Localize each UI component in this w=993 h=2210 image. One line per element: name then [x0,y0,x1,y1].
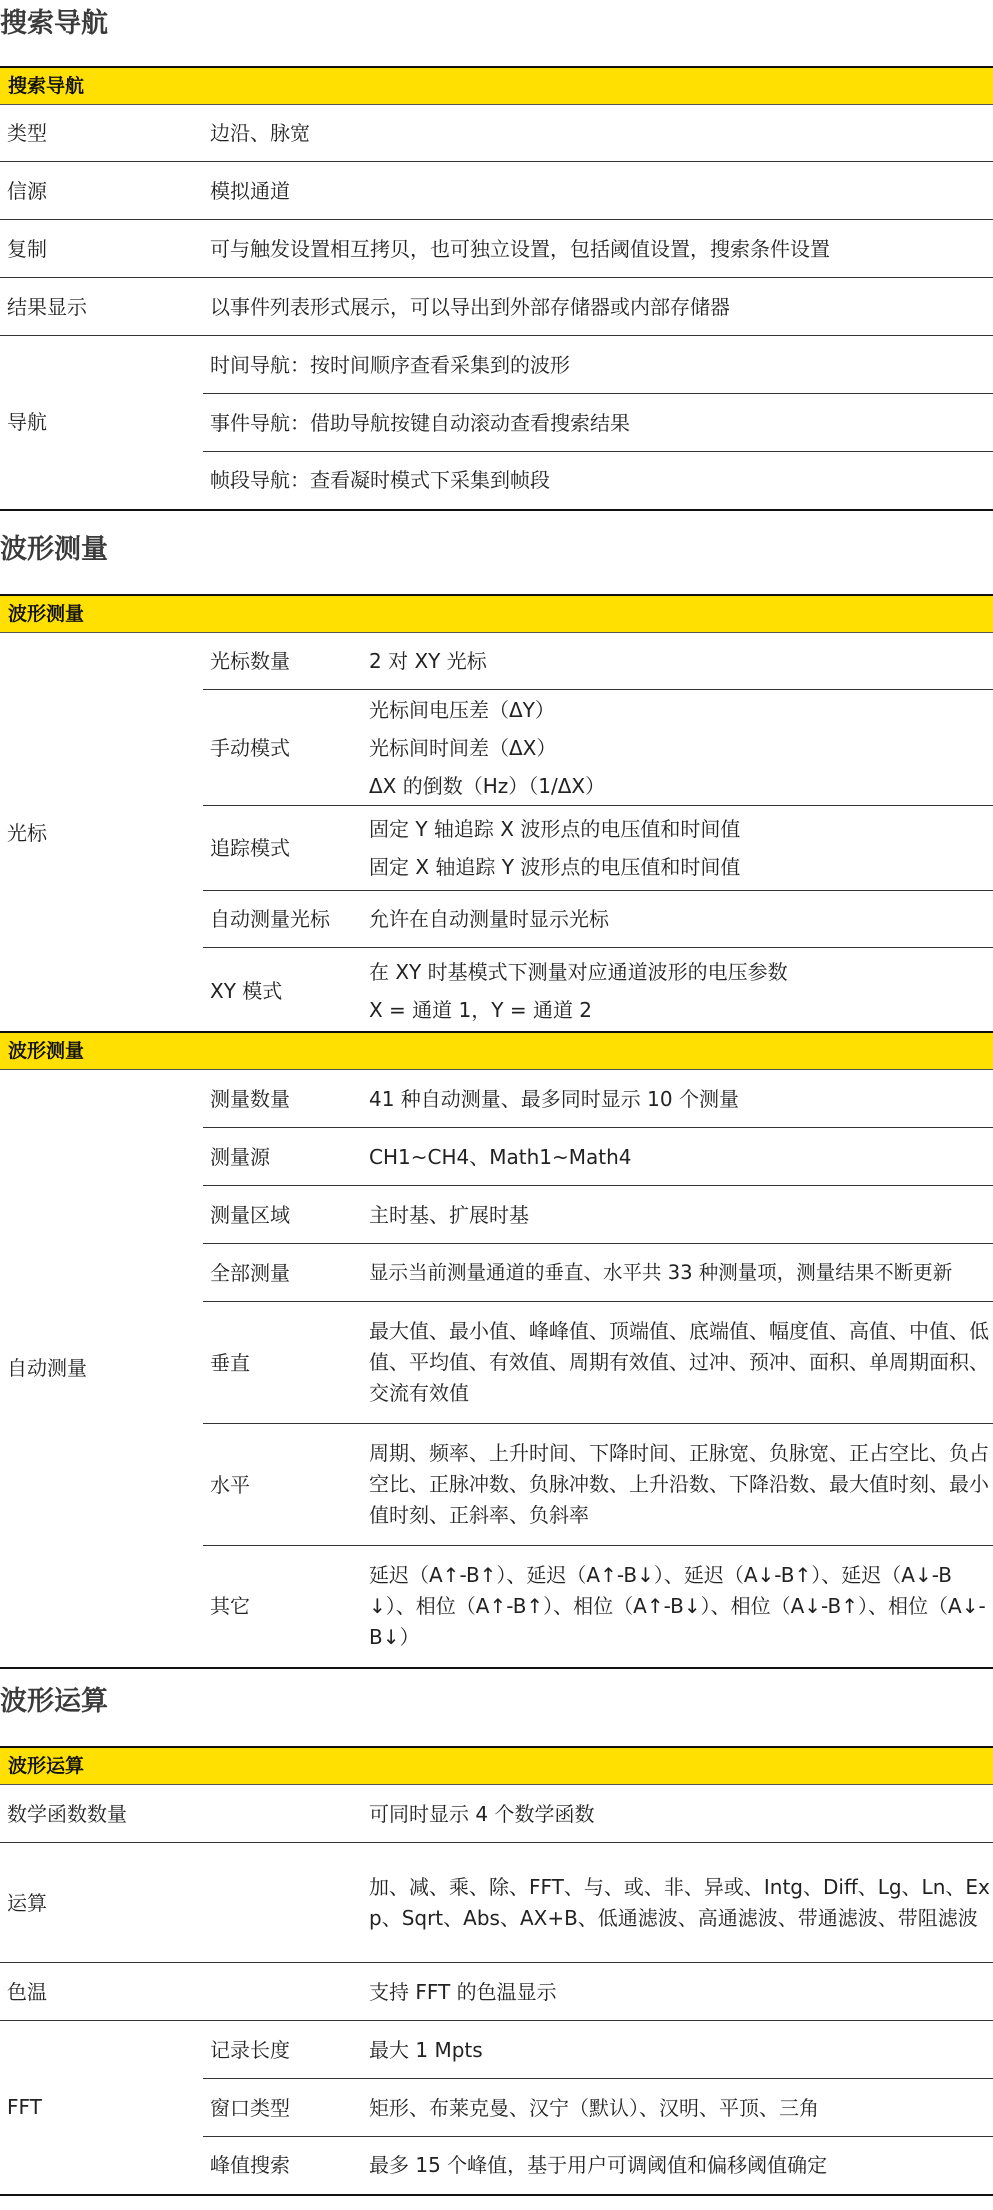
row-label: 光标 [7,821,47,846]
row-value: 41 种自动测量、最多同时显示 10 个测量 [362,1070,993,1128]
row-value: 可同时显示 4 个数学函数 [362,1785,993,1843]
value-line: 在 XY 时基模式下测量对应通道波形的电压参数 [369,959,788,984]
row-label: 类型 [0,105,203,162]
cursor-table [0,594,993,1034]
math-table [0,1746,993,2196]
value-line: 固定 Y 轴追踪 X 波形点的电压值和时间值 [369,817,741,841]
row-label: 色温 [0,1963,362,2021]
row-value: 事件导航：借助导航按键自动滚动查看搜索结果 [203,394,993,452]
sub-label: 窗口类型 [203,2079,362,2137]
sub-label: 手动模式 [203,690,362,806]
row-value: 允许在自动测量时显示光标 [362,891,993,948]
row-value [362,690,993,806]
row-value: 最多 15 个峰值，基于用户可调阈值和偏移阈值确定 [362,2137,993,2195]
section-title-search: 搜索导航 [0,8,108,39]
table-header: 波形运算 [0,1747,993,1785]
row-value: 主时基、扩展时基 [362,1186,993,1244]
row-value: 2 对 XY 光标 [362,633,993,690]
table-header: 波形测量 [0,1032,993,1070]
row-label: 自动测量 [0,1070,203,1668]
row-value: 延迟（A↑-B↑）、延迟（A↑-B↓）、延迟（A↓-B↑）、延迟（A↓-B↓）、相位（A↑-B↑）、相位（A↑-B↓）、相位（A↓-B↑）、相位（A↓-B↓） [362,1546,993,1668]
value-line: ΔX 的倒数（Hz）（1/ΔX） [369,773,606,798]
row-label: 运算 [0,1843,362,1963]
row-label: 导航 [0,336,203,510]
sub-label: 自动测量光标 [203,891,362,948]
row-label: FFT [0,2021,203,2195]
value-line: 光标间时间差（ΔX） [369,735,557,760]
value-line: X = 通道 1，Y = 通道 2 [369,997,593,1022]
row-value [362,948,993,1034]
row-value: 模拟通道 [203,162,993,220]
sub-label: 记录长度 [203,2021,362,2079]
row-value: 以事件列表形式展示，可以导出到外部存储器或内部存储器 [203,278,993,336]
row-label: 信源 [0,162,203,220]
section-title-measure: 波形测量 [0,534,108,565]
row-value: 边沿、脉宽 [203,105,993,162]
row-value [362,806,993,891]
row-label: 数学函数数量 [0,1785,362,1843]
sub-label: 测量数量 [203,1070,362,1128]
sub-label: 测量区域 [203,1186,362,1244]
value-line: 光标间电压差（ΔY） [369,697,555,722]
sub-label: 全部测量 [203,1244,362,1302]
search-table [0,66,993,511]
sub-label: 水平 [203,1424,362,1546]
row-value: 周期、频率、上升时间、下降时间、正脉宽、负脉宽、正占空比、负占空比、正脉冲数、负脉冲数、上升沿数、下降沿数、最大值时刻、最小值时刻、正斜率、负斜率 [362,1424,993,1546]
row-value: 矩形、布莱克曼、汉宁（默认）、汉明、平顶、三角 [362,2079,993,2137]
sub-label: 垂直 [203,1302,362,1424]
row-value: 最大 1 Mpts [362,2021,993,2079]
sub-label: 追踪模式 [203,806,362,891]
row-value: 最大值、最小值、峰峰值、顶端值、底端值、幅度值、高值、中值、低值、平均值、有效值、周期有效值、过冲、预冲、面积、单周期面积、交流有效值 [362,1302,993,1424]
sub-label: 光标数量 [203,633,362,690]
value-line: 固定 X 轴追踪 Y 波形点的电压值和时间值 [369,855,741,879]
row-value: 帧段导航：查看凝时模式下采集到帧段 [203,452,993,510]
row-label: 复制 [0,220,203,278]
sub-label: 峰值搜索 [203,2137,362,2195]
table-header: 波形测量 [0,595,993,633]
row-value: 可与触发设置相互拷贝，也可独立设置，包括阈值设置，搜索条件设置 [203,220,993,278]
row-value: 支持 FFT 的色温显示 [362,1963,993,2021]
auto-measure-table [0,1031,993,1669]
row-label: 结果显示 [0,278,203,336]
sub-label: 其它 [203,1546,362,1668]
sub-label: XY 模式 [210,978,283,1003]
section-title-math: 波形运算 [0,1686,108,1717]
sub-label: 测量源 [203,1128,362,1186]
row-value: 加、减、乘、除、FFT、与、或、非、异或、Intg、Diff、Lg、Ln、Exp、Sqrt、Abs、AX+B、低通滤波、高通滤波、带通滤波、带阻滤波 [362,1843,993,1963]
row-value: 时间导航：按时间顺序查看采集到的波形 [203,336,993,394]
table-header: 搜索导航 [0,67,993,105]
row-value: CH1~CH4、Math1~Math4 [362,1128,993,1186]
row-value: 显示当前测量通道的垂直、水平共 33 种测量项，测量结果不断更新 [362,1244,993,1302]
